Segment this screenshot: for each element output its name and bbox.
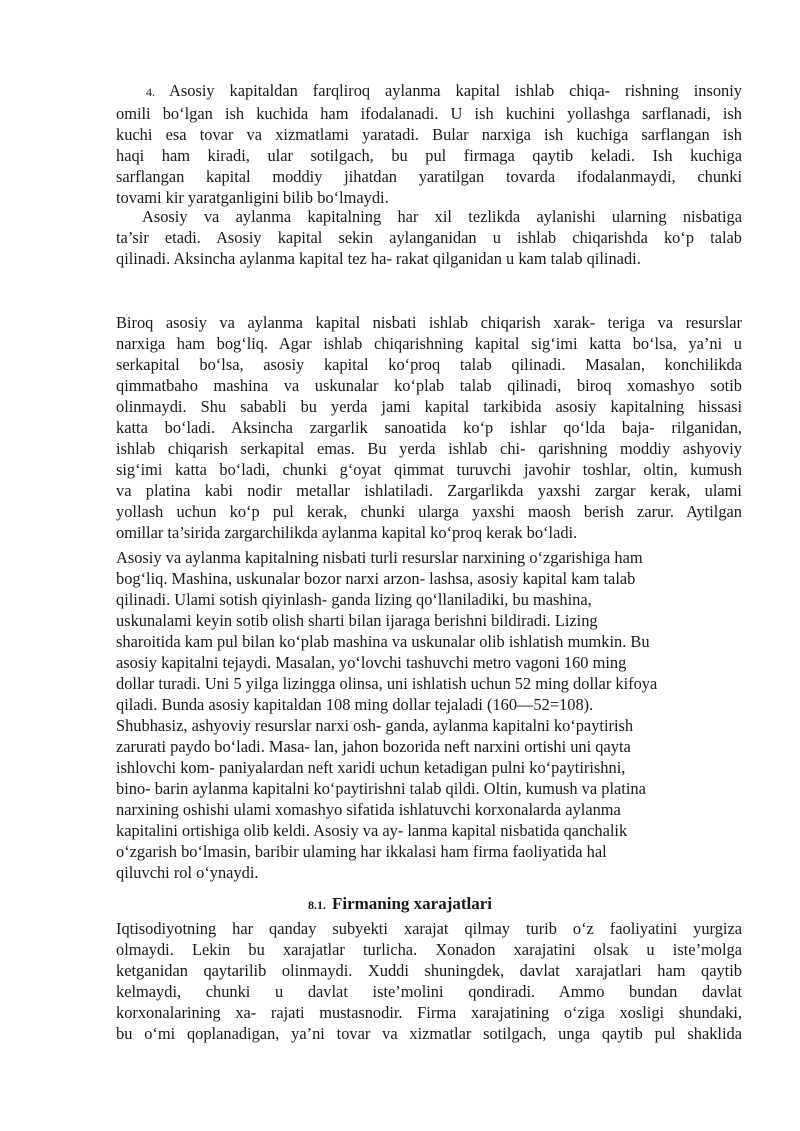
text-line: olmaydi. Lekin bu xarajatlar turlicha. Xonadon xarajatini olsak u iste’molga: [116, 940, 742, 959]
text-line: yollash uchun ko‘p pul kerak, chunki ularga yaxshi maosh berish zarur. Aytilgan: [116, 502, 742, 521]
text-line: bino- barin aylanma kapitalni ko‘paytirishni talab qildi. Oltin, kumush va platina: [116, 779, 646, 798]
text-line: bu o‘mi qoplanadigan, ya’ni tovar va xizmatlar sotilgach, unga qaytib pul shaklida: [116, 1024, 742, 1043]
text-line: ishlovchi kom- paniyalardan neft xaridi uchun ketadigan pulni ko‘paytirishni,: [116, 758, 626, 777]
item-number: 4.: [146, 85, 155, 99]
text-line: sarflangan kapital moddiy jihatdan yaratilgan tovarda ifodalanmaydi, chunki: [116, 167, 742, 186]
text-line: va platina kabi nodir metallar ishlatiladi. Zargarlikda yaxshi zargar kerak, ulami: [116, 481, 742, 500]
text-line: dollar turadi. Uni 5 yilga lizingga olinsa, uni ishlatish uchun 52 ming dollar kifoya: [116, 674, 658, 693]
text-line: ishlab chiqarish serkapital emas. Bu yerda ishlab chi- qarishning moddiy ashyoviy: [116, 439, 742, 458]
text-line: asosiy kapitalni tejaydi. Masalan, yo‘lovchi tashuvchi metro vagoni 160 ming: [116, 653, 627, 672]
paragraph-2: [116, 206, 742, 269]
paragraph-1: [116, 80, 742, 208]
text-line: o‘zgarish bo‘lmasin, baribir ulaming har ikkalasi ham firma faoliyatida hal: [116, 842, 607, 861]
section-title: Firmaning xarajatlari: [331, 894, 493, 913]
text-line: qiladi. Bunda asosiy kapitaldan 108 ming dollar tejaladi (160—52=108).: [116, 695, 594, 714]
text-line: omili bo‘lgan ish kuchida ham ifodalanadi. U ish kuchini yollashga sarflanadi, ish: [116, 104, 742, 123]
text-line: katta bo‘ladi. Aksincha zargarlik sanoatida ko‘p ishlar qo‘lda baja- rilganidan,: [116, 418, 742, 437]
text-line: Iqtisodiyotning har qanday subyekti xarajat qilmay turib o‘z faoliyatini yurgiza: [116, 919, 742, 938]
text-line: kapitalini ortishiga olib keldi. Asosiy va ay- lanma kapital nisbatida qanchalik: [116, 821, 628, 840]
section-number: 8.1.: [307, 898, 326, 912]
text-line: tovami kir yaratganligini bilib bo‘lmaydi.: [116, 188, 389, 207]
text-line: uskunalami keyin sotib olish sharti bilan ijaraga berishni bildiradi. Lizing: [116, 611, 598, 630]
text-line: Asosiy va aylanma kapitalning har xil tezlikda aylanishi ularning nisbatiga: [142, 207, 742, 226]
text-line: Asosiy va aylanma kapitalning nisbati turli resurslar narxining o‘zgarishiga ham: [116, 548, 643, 567]
text-line: sharoitida kam pul bilan ko‘plab mashina va uskunalar olib ishlatish mumkin. Bu: [116, 632, 650, 651]
section-heading: [0, 893, 800, 916]
text-line: korxonalarining xa- rajati mustasnodir. Firma xarajatining o‘ziga xosligi shundaki,: [116, 1003, 742, 1022]
text-line: olinmaydi. Shu sababli bu yerda jami kapital tarkibida asosiy kapitalning hissasi: [116, 397, 742, 416]
text-line: serkapital bo‘lsa, asosiy kapital ko‘proq talab qilinadi. Masalan, konchilikda: [116, 355, 742, 374]
text-line: ta’sir etadi. Asosiy kapital sekin aylanganidan u ishlab chiqarishda ko‘p talab: [116, 228, 742, 247]
text-line: kelmaydi, chunki u davlat iste’molini qondiradi. Ammo bundan davlat: [116, 982, 742, 1001]
text-line: bog‘liq. Mashina, uskunalar bozor narxi arzon- lashsa, asosiy kapital kam talab: [116, 569, 636, 588]
text-line: 4. Asosiy kapitaldan farqliroq aylanma kapital ishlab chiqa- rishning insoniy: [146, 81, 742, 100]
text-line: kuchi esa tovar va xizmatlami yaratadi. Bular narxiga ish kuchiga sarflangan ish: [116, 125, 742, 144]
text-line: narxining oshishi ulami xomashyo sifatida ishlatuvchi korxonalarda aylanma: [116, 800, 621, 819]
text-line: Biroq asosiy va aylanma kapital nisbati ishlab chiqarish xarak- teriga va resurslar: [116, 313, 742, 332]
text-line: narxiga ham bog‘liq. Agar ishlab chiqarishning kapital sig‘imi katta bo‘lsa, ya’ni u: [116, 334, 742, 353]
text-line: zarurati paydo bo‘ladi. Masa- lan, jahon bozorida neft narxini ortishi uni qayta: [116, 737, 631, 756]
text-line: qiluvchi rol o‘ynaydi.: [116, 863, 259, 882]
paragraph-3: [116, 312, 742, 543]
text-line: qilinadi. Ulami sotish qiyinlash- ganda lizing qo‘llaniladiki, bu mashina,: [116, 590, 592, 609]
paragraph-4: [116, 547, 742, 883]
text-line: qimmatbaho mashina va uskunalar ko‘plab talab qilinadi, biroq xomashyo sotib: [116, 376, 742, 395]
text-line: omillar ta’sirida zargarchilikda aylanma kapital ko‘proq kerak bo‘ladi.: [116, 523, 578, 542]
text-line: Shubhasiz, ashyoviy resurslar narxi osh- ganda, aylanma kapitalni ko‘paytirish: [116, 716, 634, 735]
text-line: haqi ham kiradi, ular sotilgach, bu pul firmaga qaytib keladi. Ish kuchiga: [116, 146, 742, 165]
text-line: ketganidan qaytarilib olinmaydi. Xuddi shuningdek, davlat xarajatlari ham qaytib: [116, 961, 742, 980]
text-line: sig‘imi katta bo‘ladi, chunki g‘oyat qimmat turuvchi javohir toshlar, oltin, kumush: [116, 460, 742, 479]
paragraph-5: [116, 918, 742, 1044]
text-line: qilinadi. Aksincha aylanma kapital tez ha- rakat qilganidan u kam talab qilinadi.: [116, 249, 641, 268]
